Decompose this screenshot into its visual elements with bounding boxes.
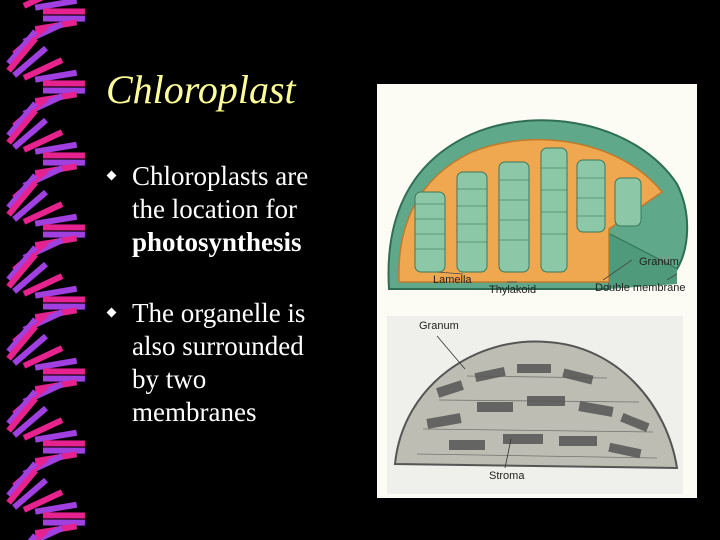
bullet-diamond-icon [107, 171, 117, 181]
stripe-segment [43, 80, 85, 86]
stripe-segment [43, 304, 85, 310]
bullet-line: by two [132, 364, 207, 394]
stripe-segment [43, 232, 85, 238]
label-double-membrane: Double membrane [595, 282, 686, 294]
bullet-line: the location for [132, 194, 297, 224]
stripe-segment [43, 440, 85, 446]
bullet-line: membranes [132, 397, 257, 427]
bullet-line: The organelle is [132, 298, 306, 328]
bullet-line: also surrounded [132, 331, 304, 361]
label-granum-micrograph: Granum [419, 320, 459, 332]
bullet-list [108, 160, 368, 467]
stripe-segment [43, 520, 85, 526]
stripe-segment [43, 448, 85, 454]
stripe-segment [43, 368, 85, 374]
chloroplast-micrograph [387, 316, 683, 494]
bullet-item-2 [108, 297, 368, 429]
chloroplast-figure [377, 84, 697, 498]
stripe-segment [6, 533, 38, 540]
bullet-item-1 [108, 160, 368, 259]
slide-title: Chloroplast [106, 67, 296, 112]
label-granum-top: Granum [639, 256, 679, 268]
stripe-segment [43, 160, 85, 166]
stripe-segment [43, 296, 85, 302]
stripe-segment [43, 224, 85, 230]
stripe-segment [43, 16, 85, 22]
bullet-line-emphasis: photosynthesis [132, 227, 302, 257]
decorative-stripe-border [0, 0, 110, 540]
label-lamella: Lamella [433, 274, 472, 286]
bullet-diamond-icon [107, 308, 117, 318]
bullet-line: Chloroplasts are [132, 161, 309, 191]
stripe-segment [43, 152, 85, 158]
label-thylakoid: Thylakoid [489, 284, 537, 296]
stripe-segment [43, 512, 85, 518]
label-stroma: Stroma [489, 470, 525, 482]
stripe-segment [43, 88, 85, 94]
stripe-segment [43, 8, 85, 14]
stripe-segment [43, 376, 85, 382]
